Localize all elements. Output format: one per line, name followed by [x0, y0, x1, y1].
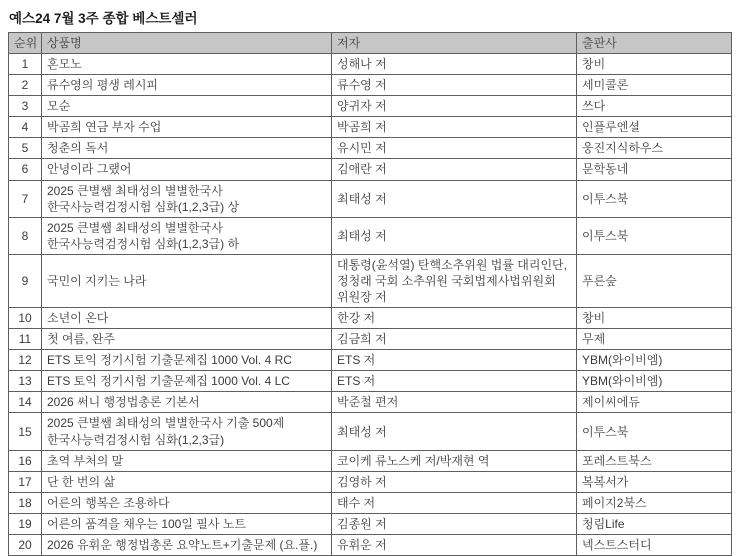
column-header-rank: 순위	[9, 33, 42, 54]
publisher-cell: 쓰다	[577, 96, 732, 117]
column-header-title: 상품명	[42, 33, 332, 54]
publisher-cell: 푸른숲	[577, 254, 732, 307]
rank-cell: 10	[9, 308, 42, 329]
author-cell: 김금희 저	[332, 329, 577, 350]
rank-cell: 3	[9, 96, 42, 117]
publisher-cell: 청림Life	[577, 513, 732, 534]
table-row	[9, 159, 732, 180]
author-cell: ETS 저	[332, 371, 577, 392]
title-cell: 어른의 품격을 채우는 100일 필사 노트	[42, 513, 332, 534]
table-row	[9, 471, 732, 492]
author-cell: 김종원 저	[332, 513, 577, 534]
title-cell: 어른의 행복은 조용하다	[42, 492, 332, 513]
rank-cell: 20	[9, 534, 42, 555]
table-row	[9, 371, 732, 392]
author-cell: 대통령(윤석열) 탄핵소추위원 법률 대리인단, 정청래 국회 소추위원 국회법제사법위원회 위원장 저	[332, 254, 577, 307]
rank-cell: 18	[9, 492, 42, 513]
table-row	[9, 117, 732, 138]
table-row	[9, 492, 732, 513]
rank-cell: 9	[9, 254, 42, 307]
table-row	[9, 450, 732, 471]
rank-cell: 5	[9, 138, 42, 159]
author-cell: 박곰희 저	[332, 117, 577, 138]
title-cell: 소년이 온다	[42, 308, 332, 329]
rank-cell: 14	[9, 392, 42, 413]
title-cell: 2025 큰별쌤 최태성의 별별한국사 기출 500제 한국사능력검정시험 심화(1,2,3급)	[42, 413, 332, 450]
rank-cell: 4	[9, 117, 42, 138]
publisher-cell: 포레스트북스	[577, 450, 732, 471]
bestseller-table	[8, 32, 732, 556]
title-cell: 국민이 지키는 나라	[42, 254, 332, 307]
author-cell: 한강 저	[332, 308, 577, 329]
header-row	[9, 33, 732, 54]
author-cell: 유시민 저	[332, 138, 577, 159]
title-cell: 청춘의 독서	[42, 138, 332, 159]
publisher-cell: 페이지2북스	[577, 492, 732, 513]
title-cell: 단 한 번의 삶	[42, 471, 332, 492]
author-cell: 최태성 저	[332, 217, 577, 254]
publisher-cell: 창비	[577, 308, 732, 329]
table-row	[9, 254, 732, 307]
publisher-cell: 무제	[577, 329, 732, 350]
column-header-publisher: 출판사	[577, 33, 732, 54]
rank-cell: 6	[9, 159, 42, 180]
table-row	[9, 217, 732, 254]
table-row	[9, 75, 732, 96]
author-cell: 최태성 저	[332, 180, 577, 217]
rank-cell: 8	[9, 217, 42, 254]
publisher-cell: 웅진지식하우스	[577, 138, 732, 159]
rank-cell: 19	[9, 513, 42, 534]
page-title: 예스24 7월 3주 종합 베스트셀러	[9, 11, 198, 26]
table-body	[9, 54, 732, 556]
publisher-cell: 세미콜론	[577, 75, 732, 96]
rank-cell: 2	[9, 75, 42, 96]
publisher-cell: 넥스트스터디	[577, 534, 732, 555]
publisher-cell: 인플루엔셜	[577, 117, 732, 138]
author-cell: ETS 저	[332, 350, 577, 371]
table-row	[9, 96, 732, 117]
author-cell: 류수영 저	[332, 75, 577, 96]
author-cell: 박준철 편저	[332, 392, 577, 413]
table-row	[9, 534, 732, 555]
author-cell: 태수 저	[332, 492, 577, 513]
author-cell: 양귀자 저	[332, 96, 577, 117]
rank-cell: 7	[9, 180, 42, 217]
rank-cell: 16	[9, 450, 42, 471]
publisher-cell: 이투스북	[577, 180, 732, 217]
publisher-cell: 이투스북	[577, 413, 732, 450]
title-cell: 모순	[42, 96, 332, 117]
rank-cell: 17	[9, 471, 42, 492]
publisher-cell: 이투스북	[577, 217, 732, 254]
table-row	[9, 392, 732, 413]
table-row	[9, 413, 732, 450]
publisher-cell: 복복서가	[577, 471, 732, 492]
rank-cell: 15	[9, 413, 42, 450]
rank-cell: 13	[9, 371, 42, 392]
publisher-cell: 창비	[577, 54, 732, 75]
table-row	[9, 513, 732, 534]
title-cell: 초역 부처의 말	[42, 450, 332, 471]
table-header	[9, 33, 732, 54]
table-row	[9, 329, 732, 350]
title-cell: ETS 토익 정기시험 기출문제집 1000 Vol. 4 RC	[42, 350, 332, 371]
author-cell: 최태성 저	[332, 413, 577, 450]
author-cell: 성해나 저	[332, 54, 577, 75]
title-cell: ETS 토익 정기시험 기출문제집 1000 Vol. 4 LC	[42, 371, 332, 392]
author-cell: 김애란 저	[332, 159, 577, 180]
rank-cell: 11	[9, 329, 42, 350]
author-cell: 유휘운 저	[332, 534, 577, 555]
publisher-cell: 제이씨에듀	[577, 392, 732, 413]
rank-cell: 1	[9, 54, 42, 75]
publisher-cell: YBM(와이비엠)	[577, 350, 732, 371]
title-cell: 2025 큰별쌤 최태성의 별별한국사 한국사능력검정시험 심화(1,2,3급) 상	[42, 180, 332, 217]
column-header-author: 저자	[332, 33, 577, 54]
title-cell: 류수영의 평생 레시피	[42, 75, 332, 96]
table-row	[9, 138, 732, 159]
table-row	[9, 350, 732, 371]
title-cell: 박곰희 연금 부자 수업	[42, 117, 332, 138]
publisher-cell: YBM(와이비엠)	[577, 371, 732, 392]
table-row	[9, 308, 732, 329]
publisher-cell: 문학동네	[577, 159, 732, 180]
title-cell: 안녕이라 그랬어	[42, 159, 332, 180]
author-cell: 김영하 저	[332, 471, 577, 492]
table-row	[9, 180, 732, 217]
title-cell: 2026 써니 행정법총론 기본서	[42, 392, 332, 413]
rank-cell: 12	[9, 350, 42, 371]
title-cell: 2025 큰별쌤 최태성의 별별한국사 한국사능력검정시험 심화(1,2,3급) 하	[42, 217, 332, 254]
title-cell: 2026 유휘운 행정법총론 요약노트+기출문제 (요.플.)	[42, 534, 332, 555]
title-cell: 첫 여름, 완주	[42, 329, 332, 350]
author-cell: 코이케 류노스케 저/박재현 역	[332, 450, 577, 471]
title-cell: 혼모노	[42, 54, 332, 75]
table-row	[9, 54, 732, 75]
